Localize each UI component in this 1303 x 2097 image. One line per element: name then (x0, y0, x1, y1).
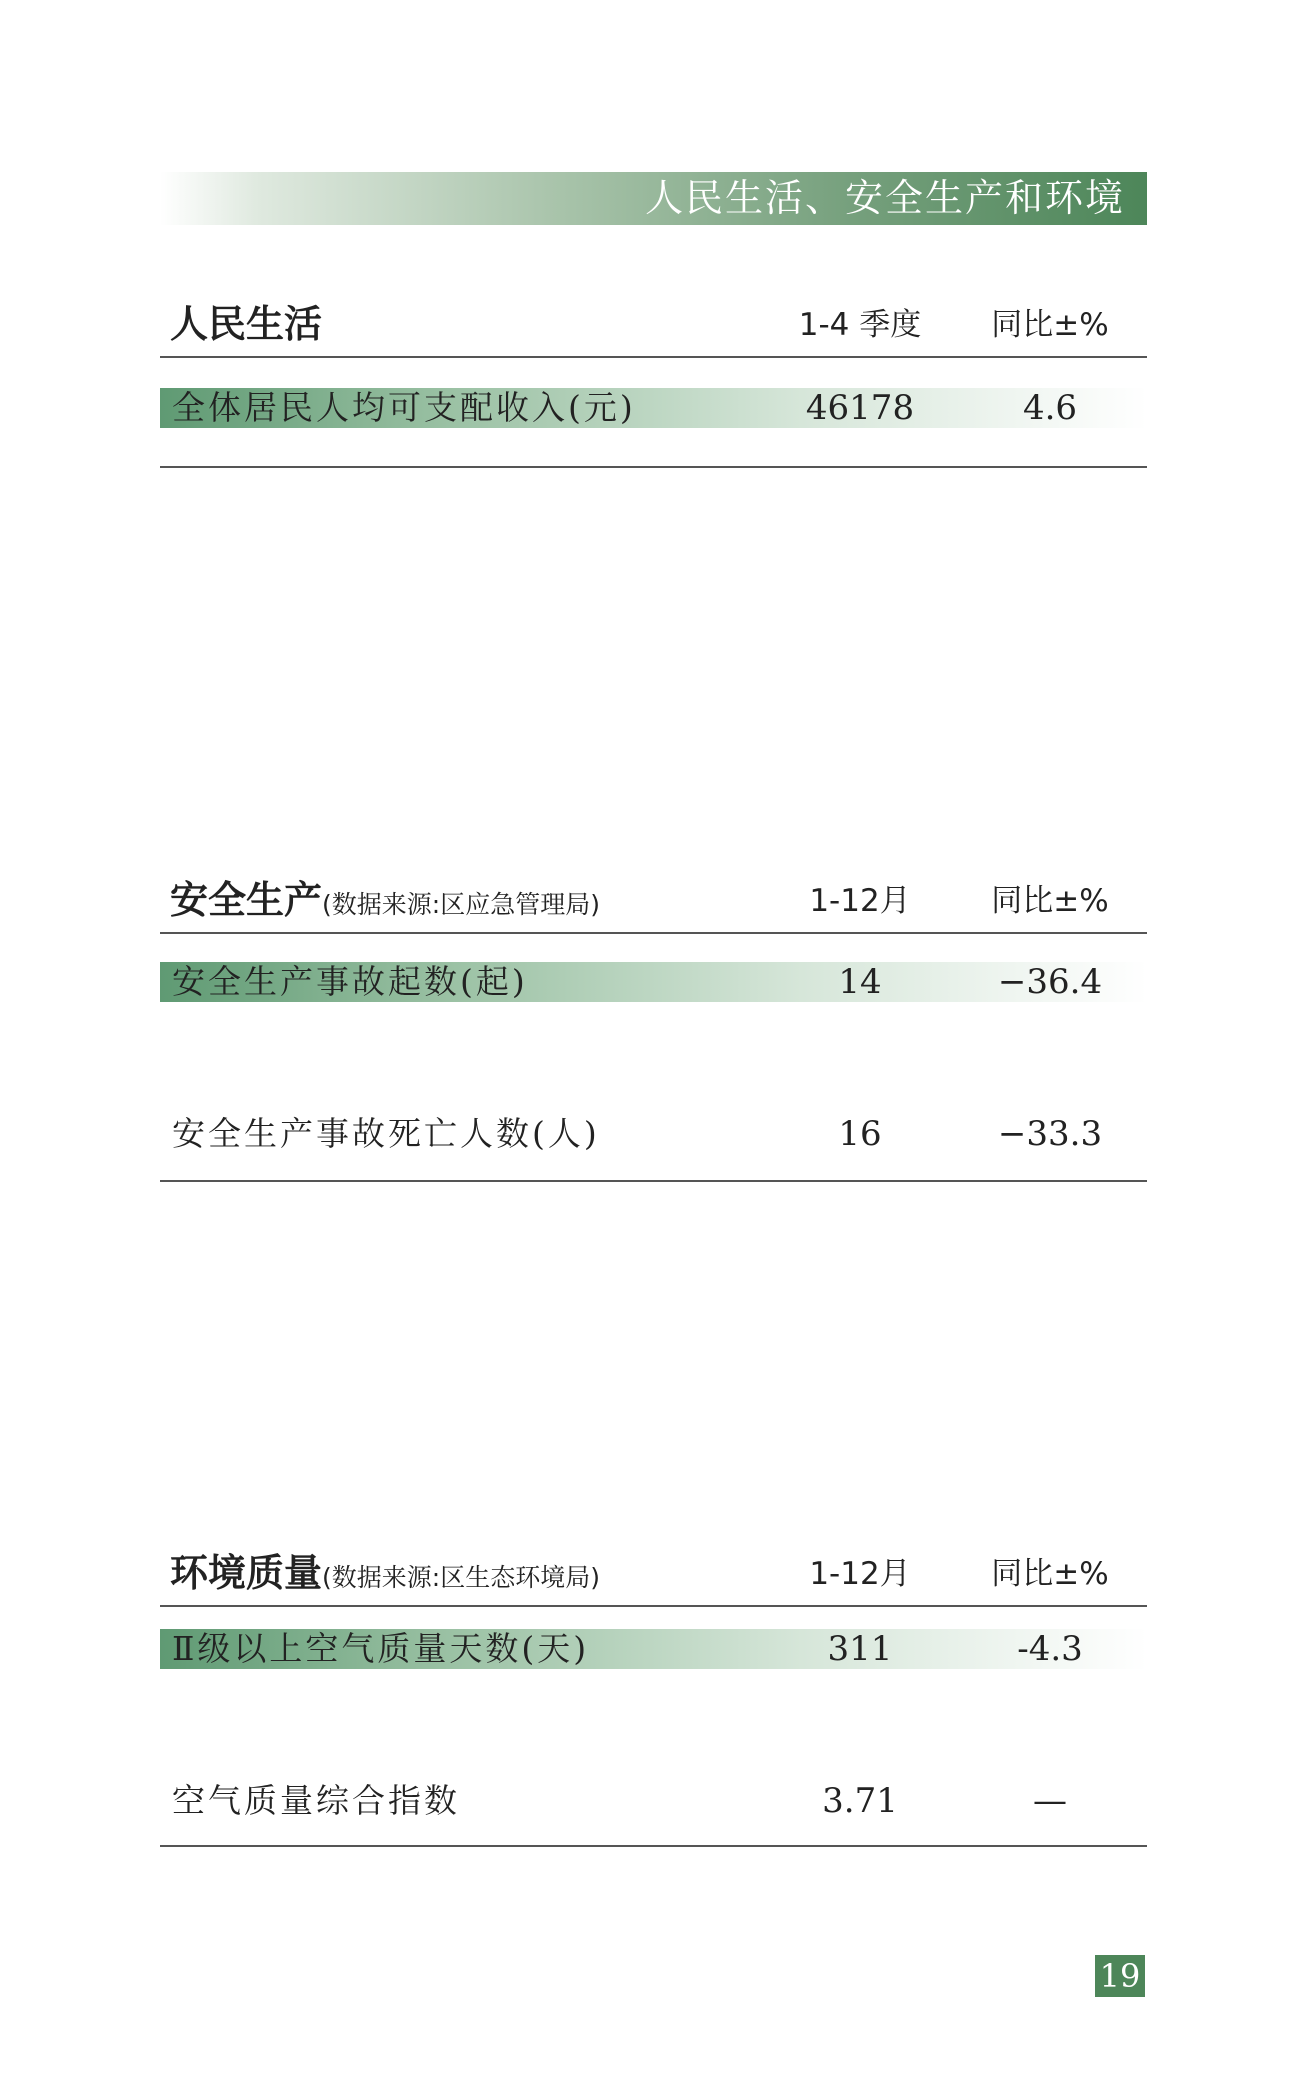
column-header-period: 1-12月 (809, 1556, 911, 1592)
section-header (160, 296, 1147, 358)
row-change: −33.3 (997, 1114, 1103, 1154)
section-environment-quality (160, 1545, 1147, 1821)
section-title: 安全生产(数据来源:区应急管理局) (170, 878, 600, 922)
section-title: 人民生活 (170, 302, 323, 346)
section-source: (数据来源:区生态环境局) (322, 1563, 600, 1592)
row-label: 安全生产事故起数(起) (172, 962, 528, 1001)
row-value: 16 (838, 1114, 882, 1154)
row-label: 全体居民人均可支配收入(元) (172, 388, 636, 427)
section-work-safety (160, 872, 1147, 1154)
row-change: −36.4 (997, 962, 1103, 1002)
row-change: -4.3 (1017, 1629, 1083, 1669)
table-row (160, 1114, 1147, 1154)
table-row (160, 1781, 1147, 1821)
section-title: 环境质量(数据来源:区生态环境局) (170, 1551, 600, 1595)
row-value: 3.71 (822, 1781, 898, 1821)
table-row (160, 388, 1147, 428)
table-row (160, 1629, 1147, 1669)
row-change: 4.6 (1022, 388, 1078, 428)
section-header (160, 1545, 1147, 1607)
column-header-period: 1-4 季度 (798, 307, 922, 343)
banner-title: 人民生活、安全生产和环境 (644, 176, 1125, 220)
column-header-yoy: 同比±% (991, 1556, 1109, 1592)
section-bottom-rule (160, 1845, 1147, 1847)
section-source: (数据来源:区应急管理局) (322, 890, 600, 919)
row-value: 14 (838, 962, 882, 1002)
page-number: 19 (1095, 1955, 1145, 1997)
column-header-yoy: 同比±% (991, 883, 1109, 919)
row-label: 空气质量综合指数 (172, 1781, 460, 1820)
section-banner (160, 172, 1147, 225)
row-label: 安全生产事故死亡人数(人) (172, 1114, 600, 1153)
table-row (160, 962, 1147, 1002)
section-bottom-rule (160, 466, 1147, 468)
row-change: — (1033, 1781, 1067, 1821)
row-label: Ⅱ级以上空气质量天数(天) (172, 1629, 590, 1668)
column-header-period: 1-12月 (809, 883, 911, 919)
section-bottom-rule (160, 1180, 1147, 1182)
row-value: 46178 (805, 388, 915, 428)
column-header-yoy: 同比±% (991, 307, 1109, 343)
row-value: 311 (827, 1629, 893, 1669)
section-people-life (160, 296, 1147, 428)
section-header (160, 872, 1147, 934)
